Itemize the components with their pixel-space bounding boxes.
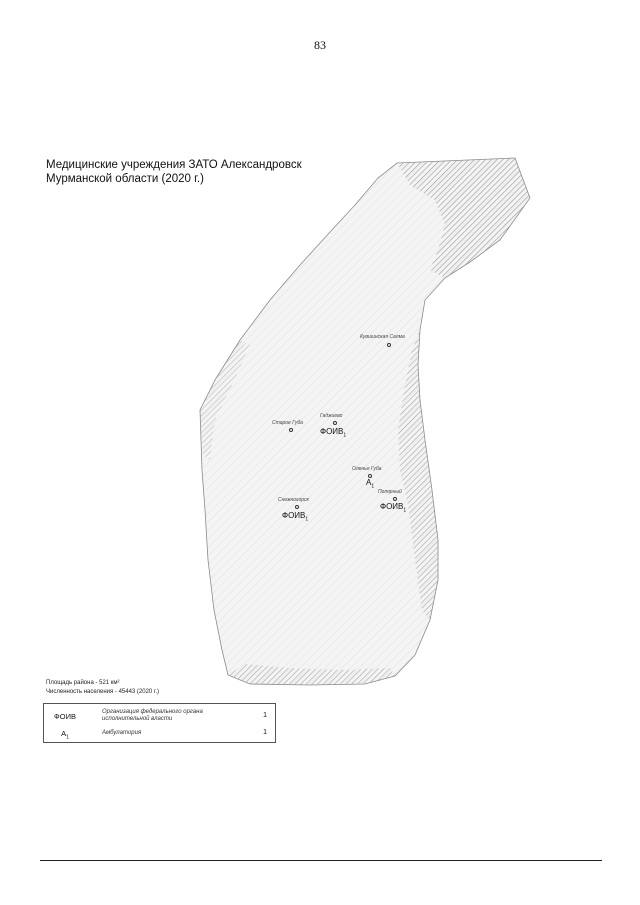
footer-rule <box>40 860 602 861</box>
area-note: Площадь района - 521 км² <box>46 680 120 686</box>
place-label-gadzhievo: Гаджиево <box>320 413 343 419</box>
legend-symbol-foiv: ФОИВ <box>54 712 76 721</box>
place-label-polyarny: Полярный <box>378 489 402 495</box>
legend-label-foiv-line1: Организация федерального органа <box>102 709 203 715</box>
place-label-kuvshinskaya-salma: Кувшинская Салма <box>360 334 405 340</box>
population-note: Численность населения - 45443 (2020 г.) <box>46 689 160 695</box>
settlement-marker <box>289 428 293 432</box>
settlement-marker <box>295 505 299 509</box>
foiv-symbol-gadzhievo: $ФОИВ_1$ <box>320 427 347 439</box>
legend-symbol-ambulatory: $А_1$ <box>61 729 69 741</box>
place-label-staroe-guba: Старое Губа <box>272 420 303 426</box>
legend-label-foiv <box>102 709 252 723</box>
settlement-marker <box>393 497 397 501</box>
legend-label-ambulatory: Амбулатория <box>102 730 142 736</box>
foiv-symbol-snezhnogorsk: $ФОИВ_1$ <box>282 511 309 523</box>
legend-row-ambulatory <box>44 727 275 739</box>
legend-count-foiv: 1 <box>263 712 267 719</box>
map-title-line1: Медицинские учреждения ЗАТО Александровск <box>46 159 302 171</box>
legend <box>43 703 276 743</box>
place-label-snezhnogorsk: Снежногорск <box>278 497 309 503</box>
place-label-olenya-guba: Оленья Губа <box>352 466 382 472</box>
legend-label-foiv-line2: исполнительной власти <box>102 716 173 722</box>
page-number: 83 <box>314 38 326 52</box>
settlement-marker <box>387 343 391 347</box>
settlement-marker <box>333 421 337 425</box>
map-title-line2: Мурманской области (2020 г.) <box>46 173 204 185</box>
legend-count-ambulatory: 1 <box>263 729 267 736</box>
legend-row-foiv <box>44 708 275 725</box>
foiv-symbol-polyarny: $ФОИВ_1$ <box>380 502 407 514</box>
ambulatory-symbol: $А_1$ <box>366 478 375 490</box>
